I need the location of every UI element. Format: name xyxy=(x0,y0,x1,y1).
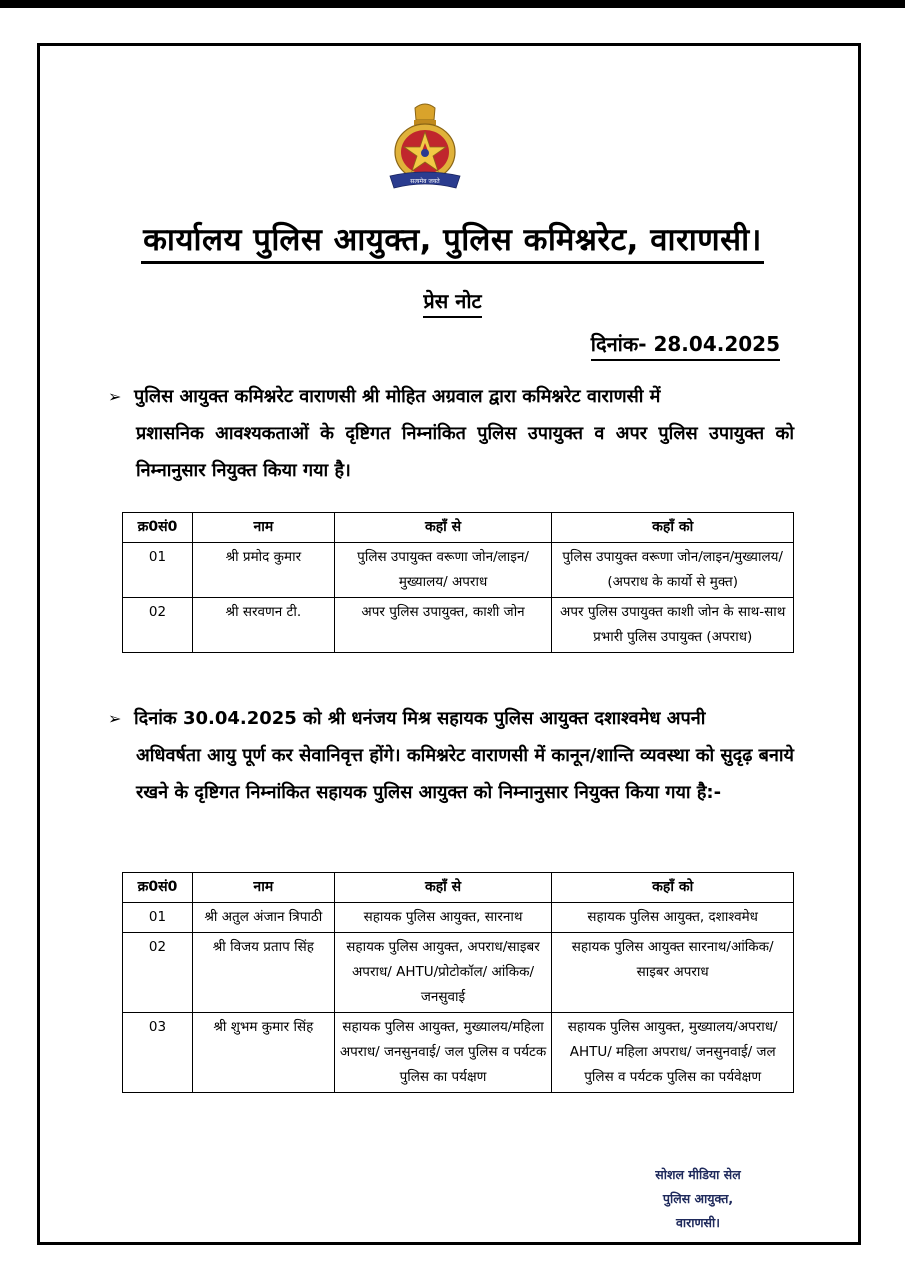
top-bar xyxy=(0,0,905,8)
cell-from: सहायक पुलिस आयुक्त, अपराध/साइबर अपराध/ AHTU/प्रोटोकॉल/ आंकिक/जनसुवाई xyxy=(334,933,552,1013)
cell-name: श्री अतुल अंजान त्रिपाठी xyxy=(192,903,334,933)
col-name: नाम xyxy=(192,513,334,543)
col-to: कहाँ को xyxy=(552,873,794,903)
col-to: कहाँ को xyxy=(552,513,794,543)
paragraph-2-rest: अधिवर्षता आयु पूर्ण कर सेवानिवृत्त होंगे। कमिश्नरेट वाराणसी में कानून/शान्ति व्यवस्था को सुदृढ़ बनाये रखने के दृष्टिगत निम्नांकित सहायक पुलिस आयुक्त को निम्नानुसार नियुक्त किया गया है:- xyxy=(136,745,794,803)
cell-to: सहायक पुलिस आयुक्त, दशाश्वमेध xyxy=(552,903,794,933)
document-date: दिनांक- 28.04.2025 xyxy=(591,330,780,357)
footer-line-2: पुलिस आयुक्त, xyxy=(662,1191,734,1206)
officer-table-1 xyxy=(122,512,794,653)
paragraph-2 xyxy=(108,700,794,811)
arrow-bullet-icon: ➢ xyxy=(108,709,122,728)
table-row xyxy=(123,543,794,598)
cell-serial: 01 xyxy=(123,903,193,933)
cell-serial: 01 xyxy=(123,543,193,598)
col-serial: क्र0सं0 xyxy=(123,513,193,543)
paragraph-1-rest: प्रशासनिक आवश्यकताओं के दृष्टिगत निम्नांकित पुलिस उपायुक्त व अपर पुलिस उपायुक्त को निम्नानुसार नियुक्त किया गया है। xyxy=(136,423,794,481)
table-row xyxy=(123,1013,794,1093)
col-serial: क्र0सं0 xyxy=(123,873,193,903)
table-header-row xyxy=(123,513,794,543)
table-row xyxy=(123,933,794,1013)
table-header-row xyxy=(123,873,794,903)
cell-to: अपर पुलिस उपायुक्त काशी जोन के साथ-साथ प्रभारी पुलिस उपायुक्त (अपराध) xyxy=(552,598,794,653)
arrow-bullet-icon: ➢ xyxy=(108,387,122,406)
cell-from: पुलिस उपायुक्त वरूणा जोन/लाइन/मुख्यालय/ अपराध xyxy=(334,543,552,598)
cell-from: सहायक पुलिस आयुक्त, सारनाथ xyxy=(334,903,552,933)
emblem-ribbon-text: सत्यमेव जयते xyxy=(410,178,440,185)
cell-serial: 02 xyxy=(123,598,193,653)
signature-block xyxy=(628,1163,768,1235)
cell-from: सहायक पुलिस आयुक्त, मुख्यालय/महिला अपराध/ जनसुनवाई/ जल पुलिस व पर्यटक पुलिस का पर्यक्षण xyxy=(334,1013,552,1093)
cell-name: श्री सरवणन टी. xyxy=(192,598,334,653)
paragraph-2-line1: दिनांक 30.04.2025 को श्री धनंजय मिश्र सहायक पुलिस आयुक्त दशाश्वमेध अपनी xyxy=(134,708,706,729)
cell-name: श्री प्रमोद कुमार xyxy=(192,543,334,598)
col-from: कहाँ से xyxy=(334,513,552,543)
table-row xyxy=(123,598,794,653)
cell-serial: 02 xyxy=(123,933,193,1013)
page-title: कार्यालय पुलिस आयुक्त, पुलिस कमिश्नरेट, वाराणसी। xyxy=(0,218,905,260)
paragraph-1-line1: पुलिस आयुक्त कमिश्नरेट वाराणसी श्री मोहित अग्रवाल द्वारा कमिश्नरेट वाराणसी में xyxy=(134,386,661,407)
press-note-heading: प्रेस नोट xyxy=(0,287,905,314)
footer-line-3: वाराणसी। xyxy=(675,1215,720,1230)
cell-to: पुलिस उपायुक्त वरूणा जोन/लाइन/मुख्यालय/ (अपराध के कार्यो से मुक्त) xyxy=(552,543,794,598)
paragraph-1 xyxy=(108,378,794,489)
col-name: नाम xyxy=(192,873,334,903)
police-emblem-icon xyxy=(386,102,464,192)
footer-line-1: सोशल मीडिया सेल xyxy=(655,1167,741,1182)
cell-from: अपर पुलिस उपायुक्त, काशी जोन xyxy=(334,598,552,653)
cell-name: श्री शुभम कुमार सिंह xyxy=(192,1013,334,1093)
cell-serial: 03 xyxy=(123,1013,193,1093)
cell-name: श्री विजय प्रताप सिंह xyxy=(192,933,334,1013)
cell-to: सहायक पुलिस आयुक्त, मुख्यालय/अपराध/ AHTU/ महिला अपराध/ जनसुनवाई/ जल पुलिस व पर्यटक पुलिस का पर्यवेक्षण xyxy=(552,1013,794,1093)
cell-to: सहायक पुलिस आयुक्त सारनाथ/आंकिक/ साइबर अपराध xyxy=(552,933,794,1013)
col-from: कहाँ से xyxy=(334,873,552,903)
table-row xyxy=(123,903,794,933)
officer-table-2 xyxy=(122,872,794,1093)
